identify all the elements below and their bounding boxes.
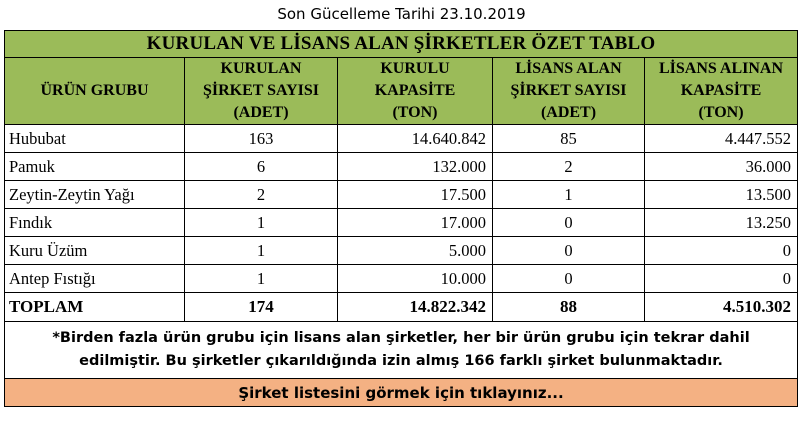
cell-urun-grubu: Fındık [5,209,185,237]
footnote-line: edilmiştir. Bu şirketler çıkarıldığında izin almış 166 farklı şirket bulunmaktadır. [79,353,723,369]
table-title-row [5,31,798,58]
cell-kurulu-kapasite: 132.000 [338,153,493,181]
header-line: KAPASİTE [374,82,456,99]
cell-kurulan-adet: 163 [185,125,338,153]
header-line: LİSANS ALAN [515,60,622,77]
cell-lisans-kapasite: 13.500 [645,181,798,209]
summary-table [4,30,798,407]
cell-lisans-adet: 85 [493,125,645,153]
table-row [5,265,798,293]
header-kurulan-sirket-sayisi [185,58,338,125]
cell-lisans-adet: 1 [493,181,645,209]
header-line: ŞİRKET SAYISI [510,82,627,99]
table-title: KURULAN VE LİSANS ALAN ŞİRKETLER ÖZET TABLO [5,31,798,58]
table-row [5,181,798,209]
total-lisans-kapasite: 4.510.302 [645,293,798,322]
cell-lisans-kapasite: 0 [645,265,798,293]
cell-kurulan-adet: 1 [185,209,338,237]
header-line: LİSANS ALINAN [658,60,784,77]
footnote [5,322,798,379]
cell-kurulu-kapasite: 10.000 [338,265,493,293]
cell-urun-grubu: Hububat [5,125,185,153]
table-row [5,209,798,237]
company-list-link-row [5,379,798,407]
header-line: KURULU [380,60,450,77]
cell-kurulan-adet: 1 [185,265,338,293]
header-lisans-alan-sirket-sayisi [493,58,645,125]
cell-urun-grubu: Pamuk [5,153,185,181]
cell-urun-grubu: Zeytin-Zeytin Yağı [5,181,185,209]
total-kurulu-kapasite: 14.822.342 [338,293,493,322]
header-lisans-alinan-kapasite [645,58,798,125]
header-unit: (TON) [698,104,744,121]
last-update-date: Son Gücelleme Tarihi 23.10.2019 [277,5,526,23]
cell-lisans-kapasite: 4.447.552 [645,125,798,153]
footnote-line: *Birden fazla ürün grubu için lisans alan şirketler, her bir ürün grubu için tekrar dahil [52,330,750,346]
header-unit: (TON) [392,104,438,121]
cell-kurulan-adet: 1 [185,237,338,265]
cell-lisans-adet: 0 [493,265,645,293]
cell-urun-grubu: Kuru Üzüm [5,237,185,265]
table-row [5,125,798,153]
header-urun-grubu-label: ÜRÜN GRUBU [40,82,149,99]
header-line: ŞİRKET SAYISI [202,82,320,99]
cell-lisans-kapasite: 0 [645,237,798,265]
total-lisans-adet: 88 [493,293,645,322]
header-unit: (ADET) [233,104,289,121]
company-list-link[interactable]: Şirket listesini görmek için tıklayınız... [5,379,798,407]
cell-urun-grubu: Antep Fıstığı [5,265,185,293]
cell-lisans-kapasite: 13.250 [645,209,798,237]
header-line: KURULAN [220,60,302,77]
cell-kurulu-kapasite: 5.000 [338,237,493,265]
footnote-row [5,322,798,379]
header-urun-grubu [5,58,185,125]
header-kurulu-kapasite [338,58,493,125]
total-row [5,293,798,322]
header-line: KAPASİTE [680,82,762,99]
cell-kurulu-kapasite: 17.000 [338,209,493,237]
cell-lisans-adet: 0 [493,209,645,237]
table-row [5,237,798,265]
cell-kurulu-kapasite: 17.500 [338,181,493,209]
table-row [5,153,798,181]
cell-kurulu-kapasite: 14.640.842 [338,125,493,153]
cell-kurulan-adet: 2 [185,181,338,209]
total-label: TOPLAM [5,293,185,322]
cell-lisans-kapasite: 36.000 [645,153,798,181]
total-kurulan-adet: 174 [185,293,338,322]
header-unit: (ADET) [540,104,597,121]
cell-lisans-adet: 0 [493,237,645,265]
cell-lisans-adet: 2 [493,153,645,181]
column-header-row [5,58,798,125]
cell-kurulan-adet: 6 [185,153,338,181]
